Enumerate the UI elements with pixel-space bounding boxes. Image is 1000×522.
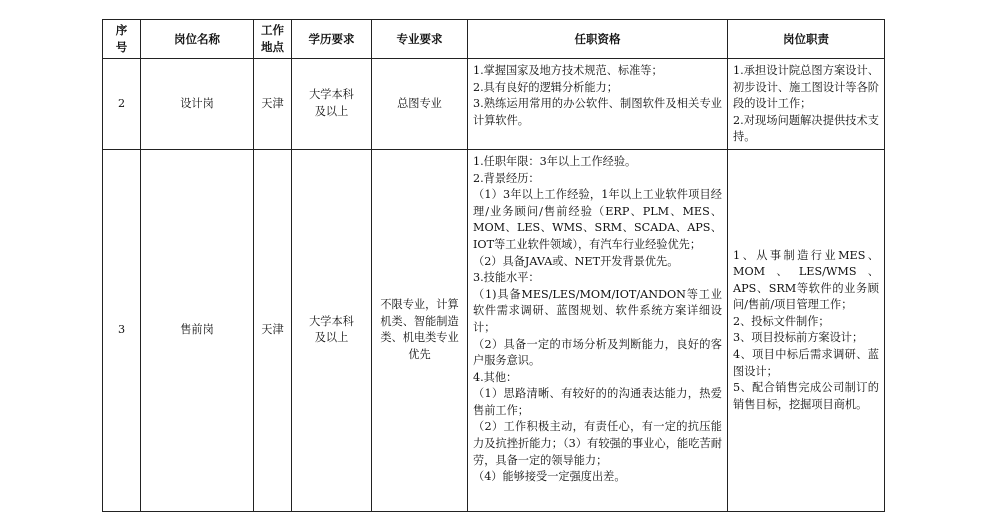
- qualification-item: 2.具有良好的逻辑分析能力；: [473, 80, 618, 94]
- qualification-item: （2）工作积极主动，有责任心，有一定的抗压能力及抗挫折能力；（3）有较强的事业心，能吃苦耐劳，具备一定的领导能力；: [473, 420, 722, 467]
- header-major: 专业要求: [372, 20, 468, 59]
- cell-qualifications: [468, 59, 728, 150]
- cell-location: 天津: [254, 59, 292, 150]
- cell-major: 总图专业: [372, 59, 468, 150]
- qualification-item: 4.其他：: [473, 370, 518, 384]
- cell-education: 大学本科及以上: [292, 59, 372, 150]
- qualification-item: 2.背景经历：: [473, 171, 540, 185]
- header-no: 序号: [103, 20, 141, 59]
- cell-no: 3: [103, 149, 141, 511]
- header-education: 学历要求: [292, 20, 372, 59]
- duty-item: 2、投标文件制作；: [733, 314, 830, 328]
- duty-item: 5、配合销售完成公司制订的销售目标，挖掘项目商机。: [733, 381, 879, 411]
- cell-position: 售前岗: [141, 149, 254, 511]
- header-qualifications: 任职资格: [468, 20, 728, 59]
- header-position: 岗位名称: [141, 20, 254, 59]
- qualification-item: 1.任职年限：3年以上工作经验。: [473, 154, 637, 168]
- qualification-item: （4）能够接受一定强度出差。: [473, 470, 626, 484]
- duty-item: 1.承担设计院总图方案设计、初步设计、施工图设计等各阶段的设计工作；: [733, 64, 879, 111]
- cell-position: 设计岗: [141, 59, 254, 150]
- qualification-item: （1）3年以上工作经验，1年以上工业软件项目经理/业务顾问/售前经验（ERP、PLM、MES、MOM、LES、WMS、SRM、SCADA、APS、IOT等工业软件领域），有汽车行业经验优先；: [473, 188, 722, 251]
- qualification-item: 3.熟练运用常用的办公软件、制图软件及相关专业计算软件。: [473, 97, 722, 127]
- qualification-item: （1）思路清晰、有较好的的沟通表达能力，热爱售前工作；: [473, 387, 722, 417]
- qualification-item: （2）具备一定的市场分析及判断能力，良好的客户服务意识。: [473, 337, 722, 368]
- cell-education: 大学本科及以上: [292, 149, 372, 511]
- header-duties: 岗位职责: [728, 20, 885, 59]
- duty-item: 2.对现场问题解决提供技术支持。: [733, 113, 879, 144]
- cell-duties: [728, 149, 885, 511]
- cell-no: 2: [103, 59, 141, 150]
- table-row: [103, 149, 885, 511]
- qualification-item: 3.技能水平：: [473, 271, 540, 285]
- qualification-item: 1.掌握国家及地方技术规范、标准等；: [473, 64, 663, 77]
- cell-duties: [728, 59, 885, 150]
- job-listing-table: [102, 19, 885, 512]
- cell-major: 不限专业，计算机类、智能制造类、机电类专业优先: [372, 149, 468, 511]
- qualification-item: （2）具备JAVA或、NET开发背景优先。: [473, 254, 679, 268]
- duty-item: 3、项目投标前方案设计；: [733, 331, 864, 345]
- table-row: [103, 59, 885, 150]
- duty-item: 4、项目中标后需求调研、蓝图设计；: [733, 348, 879, 378]
- cell-qualifications: [468, 149, 728, 511]
- table-header-row: [103, 20, 885, 59]
- duty-item: 1、从事制造行业MES、MOM、LES/WMS、APS、SRM等软件的业务顾问/售前/项目管理工作；: [733, 248, 879, 312]
- cell-location: 天津: [254, 149, 292, 511]
- header-location: 工作地点: [254, 20, 292, 59]
- qualification-item: （1)具备MES/LES/MOM/IOT/ANDON等工业软件需求调研、蓝图规划、软件系统方案详细设计；: [473, 287, 722, 334]
